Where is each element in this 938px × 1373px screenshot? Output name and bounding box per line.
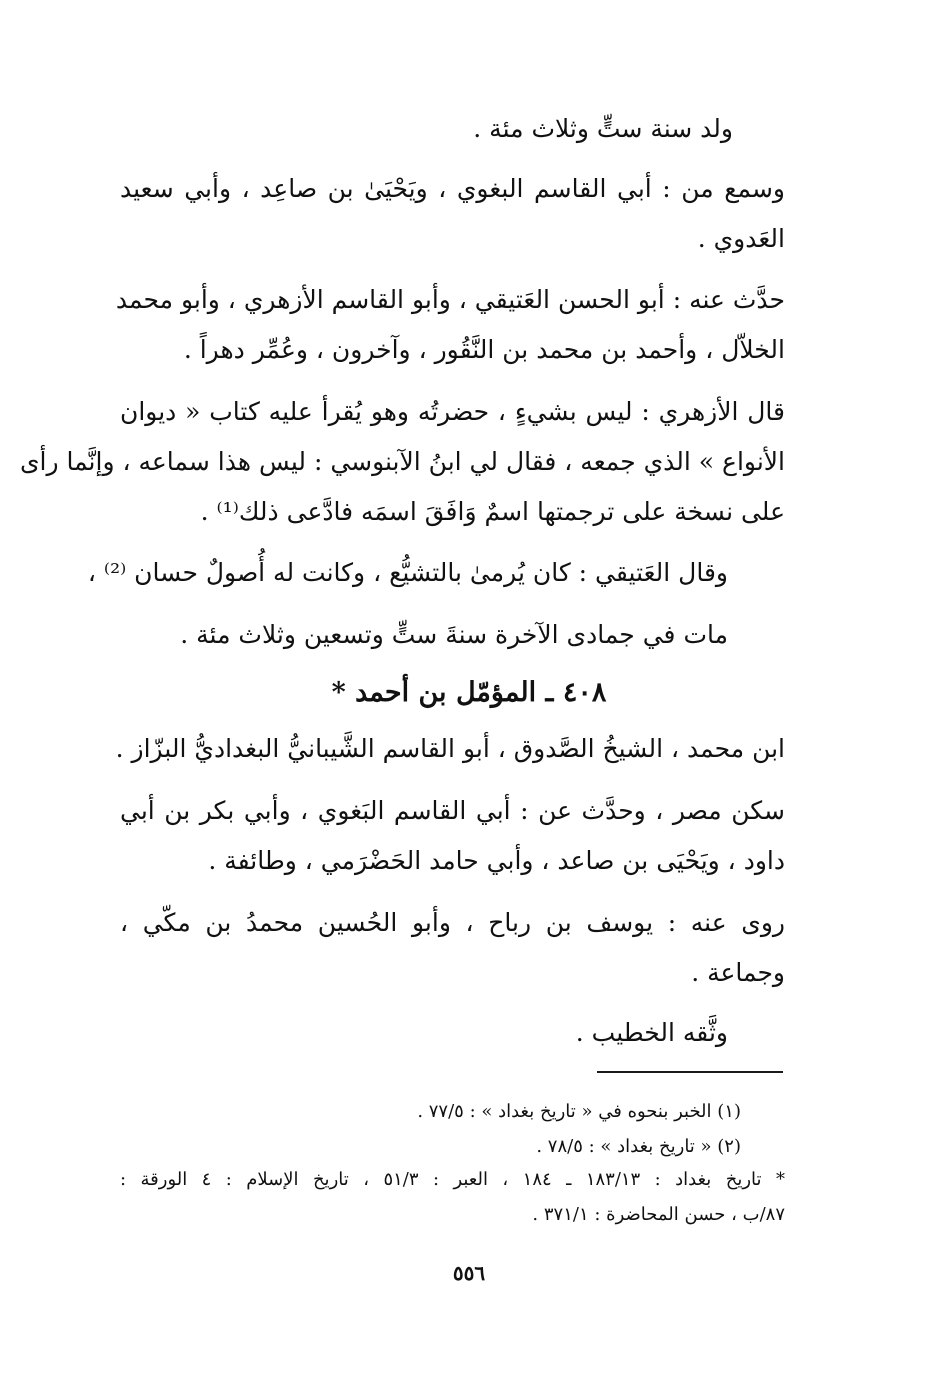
text-line: وقال العَتيقي : كان يُرمىٰ بالتشيُّع ، وكانت له أُصولٌ حسان ⁽²⁾ ، [87, 558, 728, 587]
text-line: الأنواع » الذي جمعه ، فقال لي ابنُ الآبنوسي : ليس هذا سماعه ، وإنَّما رأى [19, 447, 785, 476]
footnote: ٨٧/ب ، حسن المحاضرة : ٣٧١/١ . [532, 1204, 785, 1225]
text-line: حدَّث عنه : أبو الحسن العَتيقي ، وأبو القاسم الأزهري ، وأبو محمد [115, 285, 785, 314]
text-line: العَدوي . [697, 224, 785, 253]
text-line: ابن محمد ، الشيخُ الصَّدوق ، أبو القاسم الشَّيبانيُّ البغداديُّ البزّاز . [115, 734, 785, 763]
text-line: داود ، ويَحْيَى بن صاعد ، وأبي حامد الحَضْرَمي ، وطائفة . [208, 846, 785, 875]
text-line: روى عنه : يوسف بن رباح ، وأبو الحُسين محمدُ بن مكّي ، [120, 908, 785, 937]
text-line: سكن مصر ، وحدَّث عن : أبي القاسم البَغوي ، وأبي بكر بن أبي [120, 796, 785, 825]
text-line: مات في جمادى الآخرة سنةَ ستٍّ وتسعين وثلاث مئة . [180, 620, 728, 649]
footnote-divider [597, 1071, 783, 1073]
footnote: * تاريخ بغداد : ١٨٣/١٣ ـ ١٨٤ ، العبر : ٥١/٣ ، تاريخ الإسلام : ٤ الورقة : [120, 1169, 785, 1190]
text-line: وجماعة . [691, 958, 785, 987]
text-line: الخلاّل ، وأحمد بن محمد بن النَّقُور ، وآخرون ، وعُمِّر دهراً . [183, 335, 785, 364]
text-line: وسمع من : أبي القاسم البغوي ، ويَحْيَىٰ بن صاعِد ، وأبي سعيد [120, 174, 785, 203]
page-number: ٥٥٦ [452, 1261, 486, 1285]
text-line: ولد سنة ستٍّ وثلاث مئة . [473, 114, 733, 143]
text-line: قال الأزهري : ليس بشيءٍ ، حضرتُه وهو يُقرأ عليه كتاب « ديوان [120, 397, 785, 426]
text-line: وثَّقه الخطيب . [575, 1018, 728, 1047]
text-line: على نسخة على ترجمتها اسمٌ وَافَقَ اسمَه فادَّعى ذلك⁽¹⁾ . [200, 497, 785, 526]
entry-heading: ٤٠٨ ـ المؤمّل بن أحمد * [331, 677, 607, 708]
footnote: (٢) « تاريخ بغداد » : ٧٨/٥ . [536, 1136, 741, 1157]
footnote: (١) الخبر بنحوه في « تاريخ بغداد » : ٧٧/٥ . [417, 1101, 741, 1122]
